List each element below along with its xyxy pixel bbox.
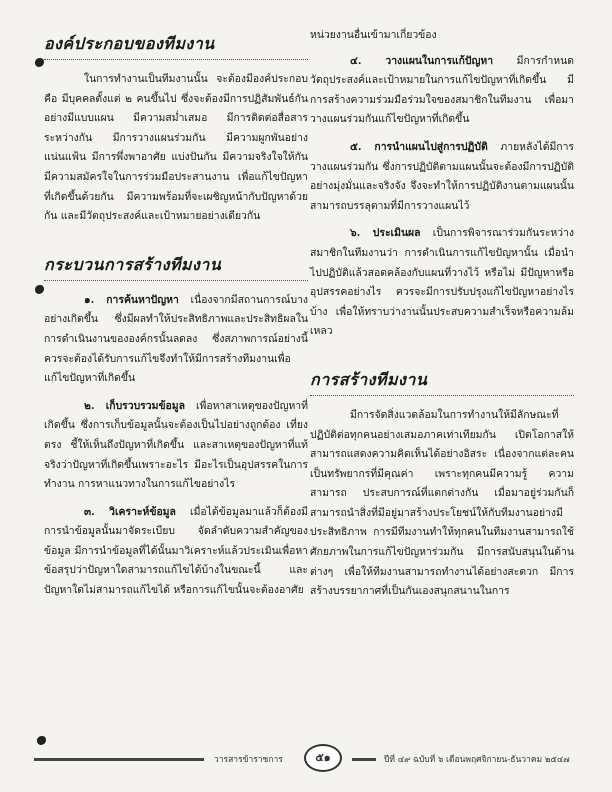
step-text: เมื่อได้ข้อมูลมาแล้วก็ต้องมีการนำข้อมูลนั้นมาจัดระเบียบ จัดลำดับความสำคัญของข้อมูล มีการนำข้อมูลที่ได้นั้นมาวิเคราะห์แล้วประเมินเพื่อหาข้อสรุปว่าปัญหาใดสามารถแก้ไขได้บ้างในขณะนี้ และปัญหาใดไม่สามารถแก้ไขได้ หรือการแก้ไขนั้นจะต้องอาศัย — [44, 505, 308, 597]
paragraph — [44, 291, 308, 389]
left-column — [44, 26, 308, 609]
step-text: เพื่อหาสาเหตุของปัญหาที่เกิดขึ้น ซึ่งการเก็บข้อมูลนั้นจะต้องเป็นไปอย่างถูกต้อง เที่ยงตรง ชี้ให้เห็นถึงปัญหาที่เกิดขึ้น และสาเหตุของปัญหาที่แท้จริงว่าปัญหาที่เกิดขึ้นเพราะอะไร มีอะไรเป็นอุปสรรคในการทำงาน การหาแนวทางในการแก้ไขอย่างไร — [44, 399, 308, 491]
margin-mark — [35, 58, 44, 67]
right-column — [310, 26, 574, 610]
footer-rule — [34, 758, 204, 761]
paragraph — [44, 397, 308, 495]
step-title: ๒. เก็บรวบรวมข้อมูล — [84, 399, 185, 412]
paragraph — [310, 52, 574, 130]
section-heading: การสร้างทีมงาน — [310, 368, 574, 396]
margin-mark — [35, 285, 44, 294]
section-heading: กระบวนการสร้างทีมงาน — [44, 253, 308, 281]
section-team-building-process — [44, 253, 308, 601]
footer-rule — [352, 758, 376, 761]
page-number: ๕๑ — [304, 744, 342, 772]
step-text: เป็นการพิจารณาร่วมกันระหว่างสมาชิกในทีมงานว่า การดำเนินการแก้ไขปัญหานั้น เมื่อนำไปปฏิบัติแล้วสอดคล้องกับแผนที่วางไว้ หรือไม่ มีปัญหาหรืออุปสรรคอย่างไร ควรจะมีการปรับปรุงแก้ไขปัญหาอย่างไรบ้าง เพื่อให้ทราบว่างานนั้นประสบความสำเร็จหรือความล้มเหลว — [310, 227, 574, 338]
page-footer — [34, 748, 578, 770]
step-title: ๓. วิเคราะห์ข้อมูล — [84, 505, 176, 518]
section-heading: องค์ประกอบของทีมงาน — [44, 32, 308, 60]
paragraph — [310, 224, 574, 342]
step-text: มีการกำหนดวัตถุประสงค์และเป้าหมายในการแก้ไขปัญหาที่เกิดขึ้น มีการสร้างความร่วมมือร่วมใจของสมาชิกในทีมงาน เพื่อมาวางแผนร่วมกันแก้ไขปัญหาที่เกิดขึ้น — [310, 54, 575, 126]
margin-mark — [37, 736, 46, 745]
step-title: ๔. วางแผนในการแก้ปัญหา — [350, 54, 494, 67]
issue-info: ปีที่ ๔๙ ฉบับที่ ๖ เดือนพฤศจิกายน-ธันวาคม ๒๕๔๗ — [384, 755, 570, 765]
section-team-components — [44, 32, 308, 227]
section-team-building — [310, 368, 574, 602]
journal-name: วารสารข้าราชการ — [214, 755, 283, 765]
paragraph: หน่วยงานอื่นเข้ามาเกี่ยวข้อง — [310, 29, 437, 41]
step-title: ๑. การค้นหาปัญหา — [84, 293, 179, 306]
step-title: ๖. ประเมินผล — [350, 227, 421, 240]
step-text: เนื่องจากมีสถานการณ์บางอย่างเกิดขึ้น ซึ่งมีผลทำให้ประสิทธิภาพและประสิทธิผลในการดำเนินงานขององค์กรนั้นลดลง ซึ่งสภาพการณ์อย่างนี้ควรจะต้องได้รับการแก้ไขจึงทำให้มีการสร้างทีมงานเพื่อแก้ไขปัญหาที่เกิดขึ้น — [44, 293, 308, 385]
paragraph: ในการทำงานเป็นทีมงานนั้น จะต้องมีองค์ประกอบคือ มีบุคคลตั้งแต่ ๒ คนขึ้นไป ซึ่งจะต้องมีการปฏิสัมพันธ์กันอย่างมีแบบแผน มีความสม่ำเสมอ มีการติดต่อสื่อสารระหว่างกัน มีการวางแผนร่วมกัน มีความผูกพันอย่างแน่นแฟ้น มีการพึ่งพาอาศัย แบ่งปันกัน มีความจริงใจให้กัน มีความสมัครใจในการร่วมมือประสานงาน เพื่อแก้ไขปัญหาที่เกิดขึ้นด้วยกัน มีความพร้อมที่จะเผชิญหน้ากับปัญหาด้วยกัน และมีวัตถุประสงค์และเป้าหมายอย่างเดียวกัน — [44, 73, 308, 223]
paragraph — [310, 138, 574, 216]
step-title: ๕. การนำแผนไปสู่การปฏิบัติ — [350, 140, 488, 153]
step-text: ภายหลังได้มีการวางแผนร่วมกัน ซึ่งการปฏิบัติตามแผนนั้นจะต้องมีการปฏิบัติอย่างมุ่งมั่นและจริงจัง จึงจะทำให้การปฏิบัติงานตามแผนนั้นสามารถบรรลุตามที่มีการวางแผนไว้ — [310, 140, 574, 212]
paragraph — [44, 503, 308, 601]
paragraph: มีการจัดสิ่งแวดล้อมในการทำงานให้มีลักษณะที่ปฏิบัติต่อทุกคนอย่างเสมอภาคเท่าเทียมกัน เปิดโอกาสให้สามารถแสดงความคิดเห็นได้อย่างอิสระ เนื่องจากแต่ละคนเป็นทรัพยากรที่มีคุณค่า เพราะทุกคนมีความรู้ ความสามารถ ประสบการณ์ที่แตกต่างกัน เมื่อมาอยู่ร่วมกันก็สามารถนำสิ่งที่มีอยู่มาสร้างประโยชน์ให้กับทีมงานอย่างมีประสิทธิภาพ การมีทีมงานทำให้ทุกคนในทีมงานสามารถใช้ศักยภาพในการแก้ไขปัญหาร่วมกัน มีการสนับสนุนในด้านต่างๆ เพื่อให้ทีมงานสามารถทำงานได้อย่างสะดวก มีการสร้างบรรยากาศที่เป็นกันเองสนุกสนานในการ — [310, 408, 574, 598]
